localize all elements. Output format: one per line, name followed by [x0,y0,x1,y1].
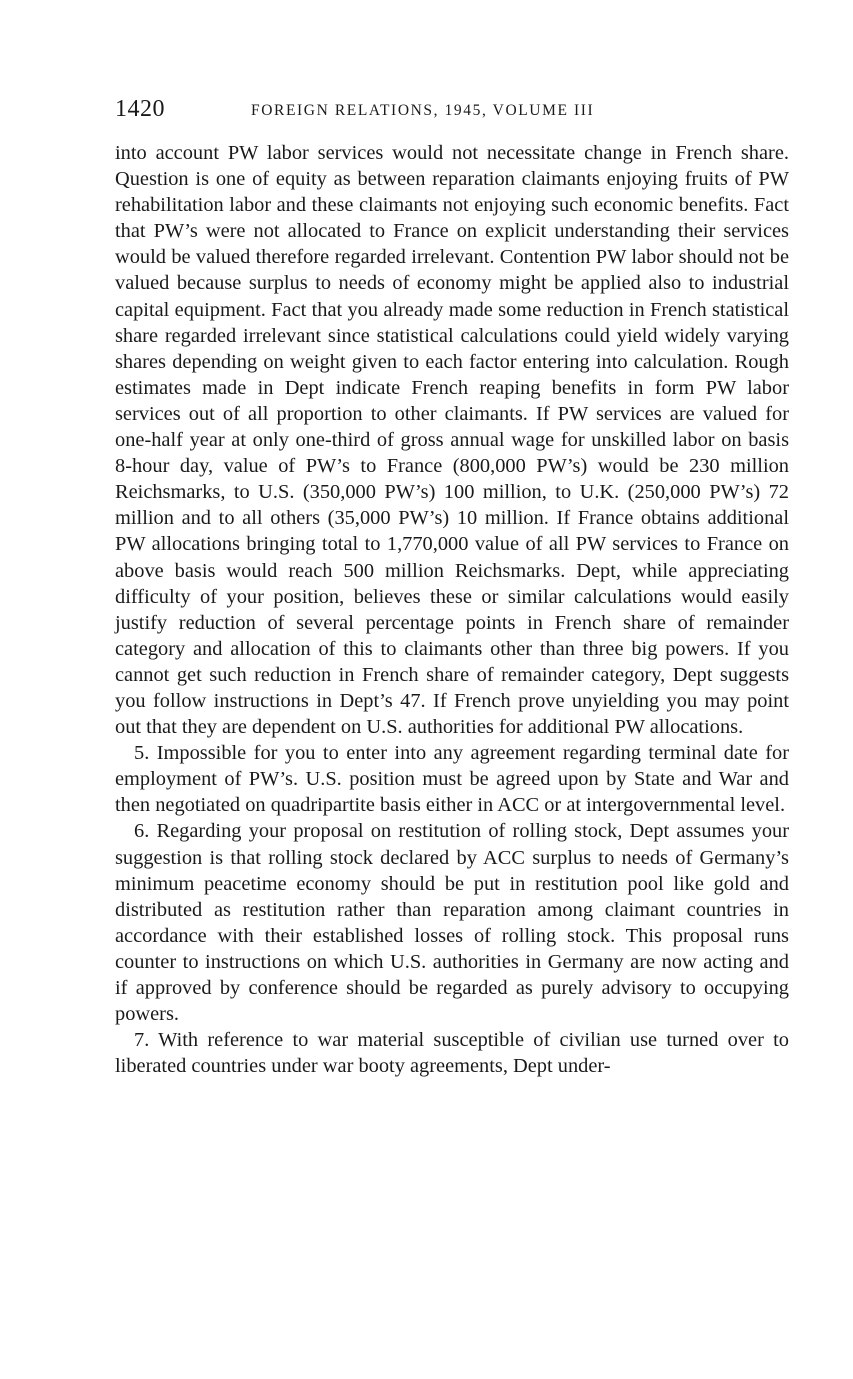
paragraph-continuation: into account PW labor services would not necessitate change in French share. Question is one of equity as between reparation claimants enjoying fruits of PW rehabilitation labor and these claimants not enjoying such economic benefits. Fact that PW’s were not allocated to France on explicit understanding their services would be valued therefore regarded irrelevant. Contention PW labor should not be valued because surplus to needs of economy might be applied also to industrial capital equipment. Fact that you already made some reduction in French statistical share regarded irrelevant since statistical calculations could yield widely varying shares depending on weight given to each factor entering into calculation. Rough estimates made in Dept indicate French reaping benefits in form PW labor services out of all proportion to other claimants. If PW services are valued for one-half year at only one-third of gross annual wage for unskilled labor on basis 8-hour day, value of PW’s to France (800,000 PW’s) would be 230 million Reichsmarks, to U.S. (350,000 PW’s) 100 million, to U.K. (250,000 PW’s) 72 million and to all others (35,000 PW’s) 10 million. If France obtains additional PW allocations bringing total to 1,770,000 value of all PW services to France on above basis would reach 500 million Reichsmarks. Dept, while appreciating difficulty of your position, believes these or similar calculations would easily justify reduction of several percentage points in French share of remainder category and allocation of this to claimants other than three big powers. If you cannot get such reduction in French share of remainder category, Dept suggests you follow instructions in Dept’s 47. If French prove unyielding you may point out that they are dependent on U.S. authorities for additional PW allocations. [115,142,789,739]
paragraph-item-5: 5. Impossible for you to enter into any agreement regarding terminal date for employment of PW’s. U.S. position must be agreed upon by State and War and then negotiated on quadripartite basis either in ACC or at intergovernmental level. [115,742,789,817]
page-header [115,96,789,132]
body-text [115,140,789,1079]
paragraph-item-7: 7. With reference to war material susceptible of civilian use turned over to liberated countries under war booty agreements, Dept under- [115,1029,789,1078]
document-page [115,96,789,1079]
paragraph-item-6: 6. Regarding your proposal on restitution of rolling stock, Dept assumes your suggestion is that rolling stock declared by ACC surplus to needs of Germany’s minimum peacetime economy should be put in restitution pool like gold and distributed as restitution rather than reparation among claimant countries in accordance with their established losses of rolling stock. This proposal runs counter to instructions on which U.S. authorities in Germany are now acting and if approved by conference should be regarded as purely advisory to occupying powers. [115,820,789,1026]
page-number: 1420 [115,96,165,122]
running-head: FOREIGN RELATIONS, 1945, VOLUME III [251,102,595,119]
